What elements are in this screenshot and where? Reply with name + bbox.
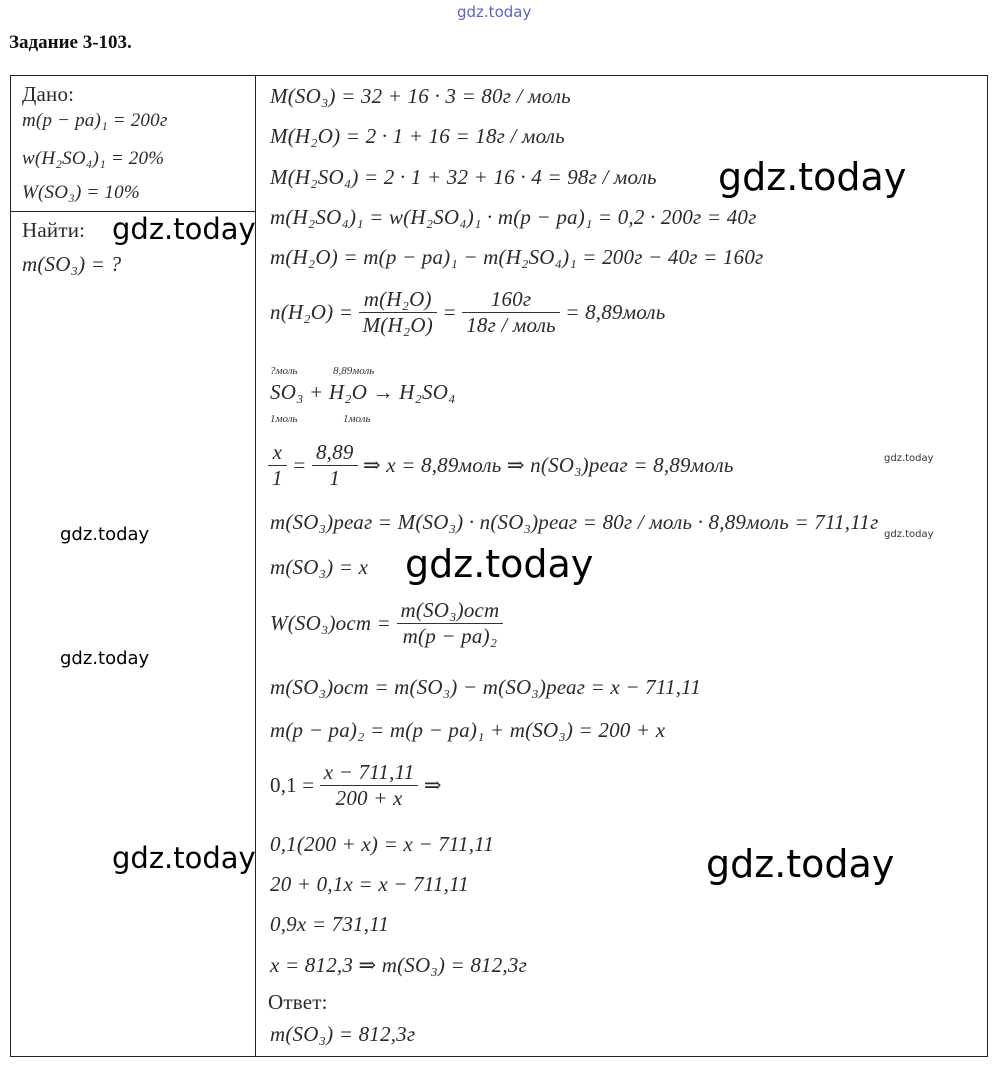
find-label: Найти: — [22, 218, 86, 242]
equation-result: x = 812,3 ⇒ m(SO₃) = 812,3г — [270, 953, 527, 977]
fraction-numerator: x − 711,11 — [323, 760, 415, 784]
watermark: gdz.today — [884, 453, 934, 464]
mass-so3-remaining: m(SO₃)ост = m(SO₃) − m(SO₃)реаг = x − 711,11 — [270, 675, 702, 699]
reaction-below-h2o: 1моль — [343, 413, 371, 425]
molar-mass-h2o: M(H₂O) = 2 · 1 + 16 = 18г / моль — [270, 124, 565, 148]
fraction-denominator: m(p − pa)₂ — [397, 623, 504, 649]
moles-h2o-result: = 8,89моль — [565, 300, 666, 324]
task-title: Задание 3-103. — [9, 32, 132, 53]
fraction-numerator: m(SO₃)ост — [400, 598, 500, 622]
watermark: gdz.today — [112, 212, 256, 246]
equation-01-left: 0,1 = — [270, 773, 315, 797]
fraction-denominator: 200 + x — [320, 785, 419, 811]
watermark-top: gdz.today — [457, 3, 532, 21]
fraction-numerator: m(H₂O) — [363, 287, 432, 311]
implies-arrow: ⇒ — [423, 773, 442, 797]
fraction-values — [462, 287, 560, 338]
given-label: Дано: — [22, 82, 75, 106]
molar-mass-h2so4: M(H₂SO₄) = 2 · 1 + 32 + 16 · 4 = 98г / моль — [270, 165, 657, 189]
fraction-denominator: 1 — [268, 465, 287, 491]
fraction-889-over-1 — [312, 440, 358, 491]
reaction-equation: SO₃ + H₂O → H₂SO₄ — [270, 380, 456, 404]
given-item: m(p − pa)₁ = 200г — [22, 110, 168, 131]
fraction-numerator: x — [272, 440, 283, 464]
fraction-numerator: 160г — [490, 287, 532, 311]
fraction-mass-over-molar — [359, 287, 437, 338]
equals-sign: = — [442, 300, 457, 324]
mass-h2o: m(H₂O) = m(p − pa)₁ − m(H₂SO₄)₁ = 200г − 40г = 160г — [270, 245, 764, 269]
mass-so3-x: m(SO₃) = x — [270, 555, 369, 579]
watermark: gdz.today — [405, 542, 594, 586]
equation-step-2: 20 + 0,1x = x − 711,11 — [270, 872, 469, 896]
reaction-above-h2o: 8,89моль — [333, 365, 375, 377]
equation-step-3: 0,9x = 731,11 — [270, 912, 390, 936]
watermark: gdz.today — [706, 842, 895, 886]
fraction-w-so3 — [397, 598, 504, 649]
given-item: W(SO₃) = 10% — [22, 182, 140, 203]
given-item: w(H₂SO₄)₁ = 20% — [22, 148, 165, 169]
moles-h2o — [270, 287, 666, 338]
proportion-line — [268, 440, 734, 491]
watermark: gdz.today — [718, 155, 907, 199]
equals-sign: = — [292, 453, 307, 477]
find-item: m(SO₃) = ? — [22, 252, 122, 276]
watermark: gdz.today — [60, 524, 150, 545]
mass-so3-reacted: m(SO₃)реаг = M(SO₃) · n(SO₃)реаг = 80г / моль · 8,89моль = 711,11г — [270, 510, 879, 534]
reaction-below-so3: 1моль — [270, 413, 298, 425]
answer-value: m(SO₃) = 812,3г — [270, 1022, 416, 1046]
equation-01 — [270, 760, 442, 811]
fraction-equation-01 — [320, 760, 419, 811]
fraction-w-so3-remaining — [270, 598, 503, 649]
fraction-numerator: 8,89 — [315, 440, 354, 464]
answer-label: Ответ: — [268, 990, 328, 1014]
watermark: gdz.today — [112, 841, 256, 875]
w-so3-label: W(SO₃)ост = — [270, 611, 392, 635]
watermark: gdz.today — [884, 529, 934, 540]
moles-h2o-label: n(H₂O) = — [270, 300, 354, 324]
reaction-above-so3: ?моль — [270, 365, 298, 377]
molar-mass-so3: M(SO₃) = 32 + 16 · 3 = 80г / моль — [270, 84, 571, 108]
watermark: gdz.today — [60, 648, 150, 669]
equation-step-1: 0,1(200 + x) = x − 711,11 — [270, 832, 495, 856]
fraction-denominator: 18г / моль — [462, 312, 560, 338]
fraction-denominator: M(H₂O) — [359, 312, 437, 338]
fraction-denominator: 1 — [312, 465, 358, 491]
proportion-result: ⇒ x = 8,89моль ⇒ n(SO₃)реаг = 8,89моль — [363, 453, 734, 477]
mass-h2so4: m(H₂SO₄)₁ = w(H₂SO₄)₁ · m(p − pa)₁ = 0,2 · 200г = 40г — [270, 205, 757, 229]
mass-solution-2: m(p − pa)₂ = m(p − pa)₁ + m(SO₃) = 200 + x — [270, 718, 666, 742]
fraction-x-over-1 — [268, 440, 287, 491]
